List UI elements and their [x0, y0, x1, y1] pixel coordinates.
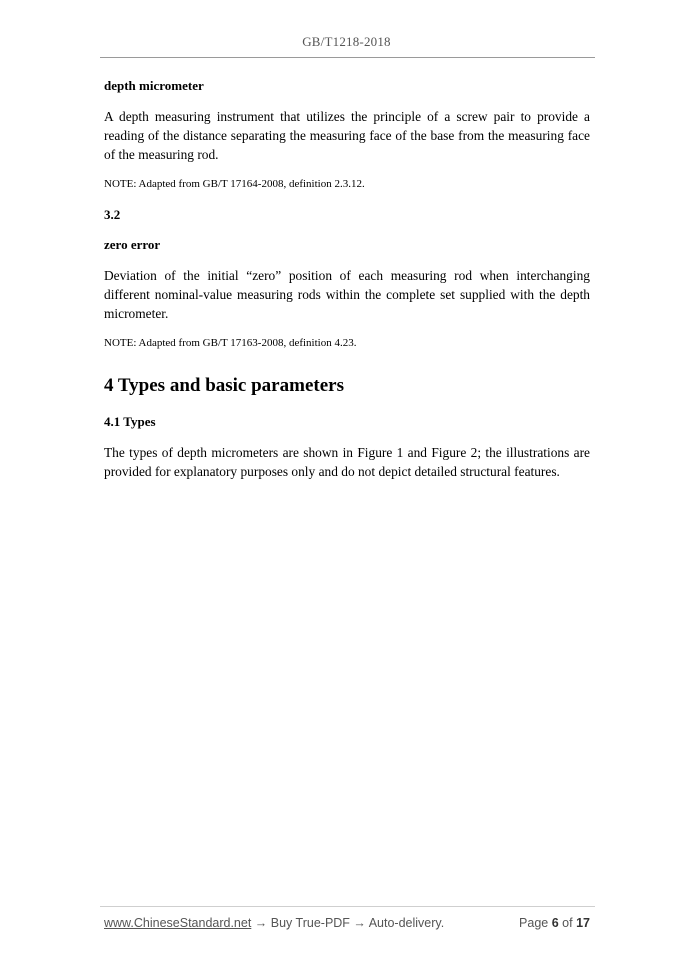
- page-total: 17: [576, 916, 590, 930]
- page-content: [104, 72, 590, 481]
- term-depth-micrometer: depth micrometer: [104, 78, 204, 93]
- subsection-heading-4-1: 4.1 Types: [104, 414, 156, 429]
- clause-number-3-2: 3.2: [104, 207, 121, 222]
- header-divider: [100, 57, 595, 58]
- section-heading-4: 4 Types and basic parameters: [104, 375, 344, 396]
- chinesestandard-link[interactable]: www.ChineseStandard.net: [104, 916, 252, 930]
- page-label: Page: [519, 916, 549, 930]
- footer-tagline: → Buy True-PDF → Auto-delivery.: [251, 916, 445, 930]
- page-footer: [104, 916, 590, 930]
- note-zero-error: NOTE: Adapted from GB/T 17163-2008, definition 4.23.: [104, 337, 357, 349]
- footer-divider: [100, 906, 595, 907]
- types-paragraph: The types of depth micrometers are shown in Figure 1 and Figure 2; the illustrations are provided for explanatory purposes only and do not depict detailed structural features.: [104, 445, 590, 479]
- page-current: 6: [551, 916, 559, 930]
- definition-zero-error: Deviation of the initial “zero” position of each measuring rod when interchanging different nominal-value measuring rods within the complete set supplied with the depth micrometer.: [104, 268, 590, 321]
- running-header: GB/T1218-2018: [302, 34, 391, 49]
- page-of-label: of: [562, 916, 573, 930]
- footer-promo: [104, 916, 444, 930]
- note-depth-micrometer: NOTE: Adapted from GB/T 17164-2008, definition 2.3.12.: [104, 178, 365, 190]
- definition-depth-micrometer: A depth measuring instrument that utilizes the principle of a screw pair to provide a reading of the distance separating the measuring face of the base from the measuring face of the measuring rod.: [104, 109, 590, 162]
- page-indicator: [519, 916, 590, 930]
- term-zero-error: zero error: [104, 237, 161, 252]
